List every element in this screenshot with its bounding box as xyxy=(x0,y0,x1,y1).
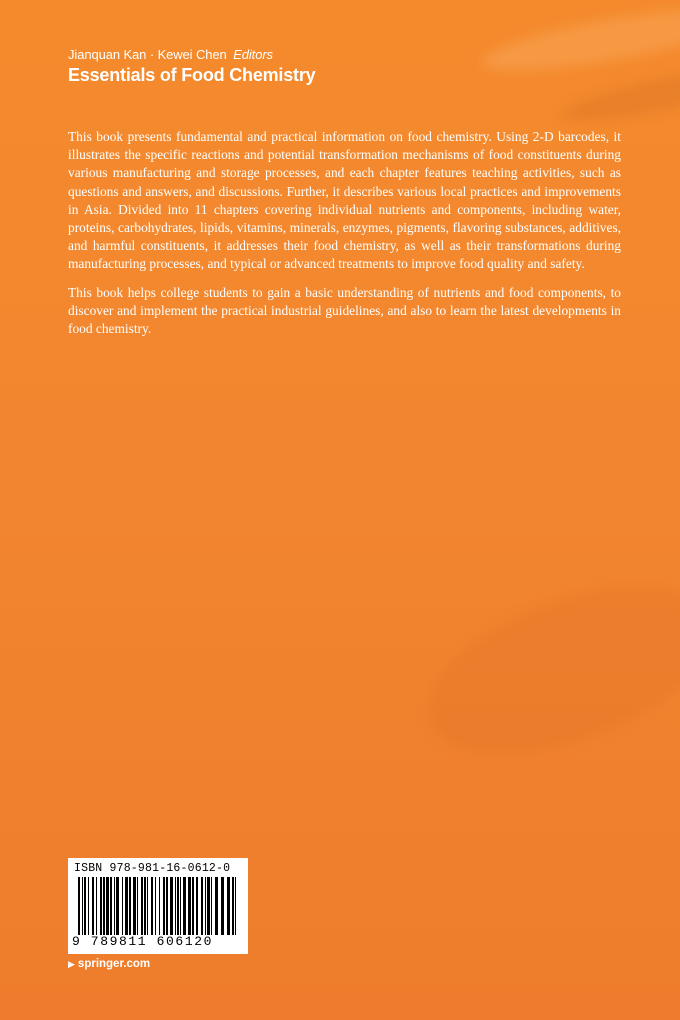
barcode-bar xyxy=(147,877,148,935)
barcode-bar xyxy=(96,877,97,935)
description-paragraph-1: This book presents fundamental and practical information on food chemistry. Using 2-D barcodes, it illustrates the specific reactions and potential transformation mechanisms of food constituents during various manufacturing and storage processes, and each chapter features teaching activities, such as questions and answers, and discussions. Further, it describes various local practices and improvements in Asia. Divided into 11 chapters covering individual nutrients and components, including water, proteins, carbohydrates, lipids, vitamins, minerals, enzymes, pigments, flavoring substances, additives, and harmful constituents, it addresses their food chemistry, as well as their transformations during manufacturing processes, and typical or advanced treatments to improve food quality and safety. xyxy=(68,129,621,272)
barcode-bar xyxy=(159,877,160,935)
description-paragraph-2: This book helps college students to gain a basic understanding of nutrients and food components, to discover and implement the practical industrial guidelines, and also to learn the latest developments in food chemistry. xyxy=(68,284,621,337)
barcode-bar xyxy=(100,877,102,935)
barcode-bar xyxy=(227,877,230,935)
barcode-bar xyxy=(84,877,86,935)
barcode-bar xyxy=(116,877,119,935)
publisher-url: springer.com xyxy=(77,958,151,970)
barcode-bar xyxy=(205,877,206,935)
barcode-bar xyxy=(103,877,105,935)
barcode-digits: 9 789811 606120 xyxy=(72,934,214,949)
barcode-icon xyxy=(74,877,242,935)
barcode-bar xyxy=(110,877,112,935)
barcode-bar xyxy=(133,877,136,935)
barcode-bar xyxy=(125,877,128,935)
barcode-bar xyxy=(180,877,181,935)
barcode-bar xyxy=(137,877,138,935)
background-streak xyxy=(479,0,680,82)
barcode-bar xyxy=(207,877,210,935)
barcode-bar xyxy=(177,877,179,935)
barcode-bar xyxy=(235,877,236,935)
barcode-bar xyxy=(155,877,156,935)
barcode-bar xyxy=(129,877,131,935)
background-streak xyxy=(559,60,680,131)
barcode-bar xyxy=(188,877,191,935)
barcode-bar xyxy=(211,877,212,935)
isbn-label: ISBN 978-981-16-0612-0 xyxy=(74,862,231,875)
barcode-bar xyxy=(141,877,143,935)
editors-names: Jianquan Kan · Kewei Chen xyxy=(68,47,227,62)
barcode-bar xyxy=(114,877,115,935)
barcode-bar xyxy=(92,877,94,935)
barcode-bar xyxy=(196,877,198,935)
book-title: Essentials of Food Chemistry xyxy=(68,65,316,85)
barcode-bar xyxy=(221,877,224,935)
editors-role: Editors xyxy=(233,47,273,62)
barcode-bar xyxy=(183,877,186,935)
background-streak xyxy=(405,553,680,787)
barcode-bar xyxy=(163,877,165,935)
barcode-bar xyxy=(78,877,80,935)
triangle-right-icon: ▶ xyxy=(68,959,75,969)
barcode-bar xyxy=(192,877,194,935)
barcode-bar xyxy=(144,877,146,935)
barcode-bar xyxy=(106,877,109,935)
barcode-bar xyxy=(232,877,234,935)
barcode-bar xyxy=(215,877,218,935)
barcode-bar xyxy=(175,877,176,935)
publisher-link[interactable] xyxy=(68,958,150,970)
barcode-bar xyxy=(151,877,153,935)
barcode-bar xyxy=(82,877,83,935)
barcode-bar xyxy=(170,877,173,935)
barcode-bar xyxy=(201,877,203,935)
barcode-panel xyxy=(68,858,248,954)
editors-line xyxy=(68,47,315,62)
barcode-bar xyxy=(122,877,123,935)
book-header xyxy=(68,47,315,86)
book-description xyxy=(68,128,621,338)
barcode-bar xyxy=(166,877,168,935)
barcode-bar xyxy=(88,877,89,935)
